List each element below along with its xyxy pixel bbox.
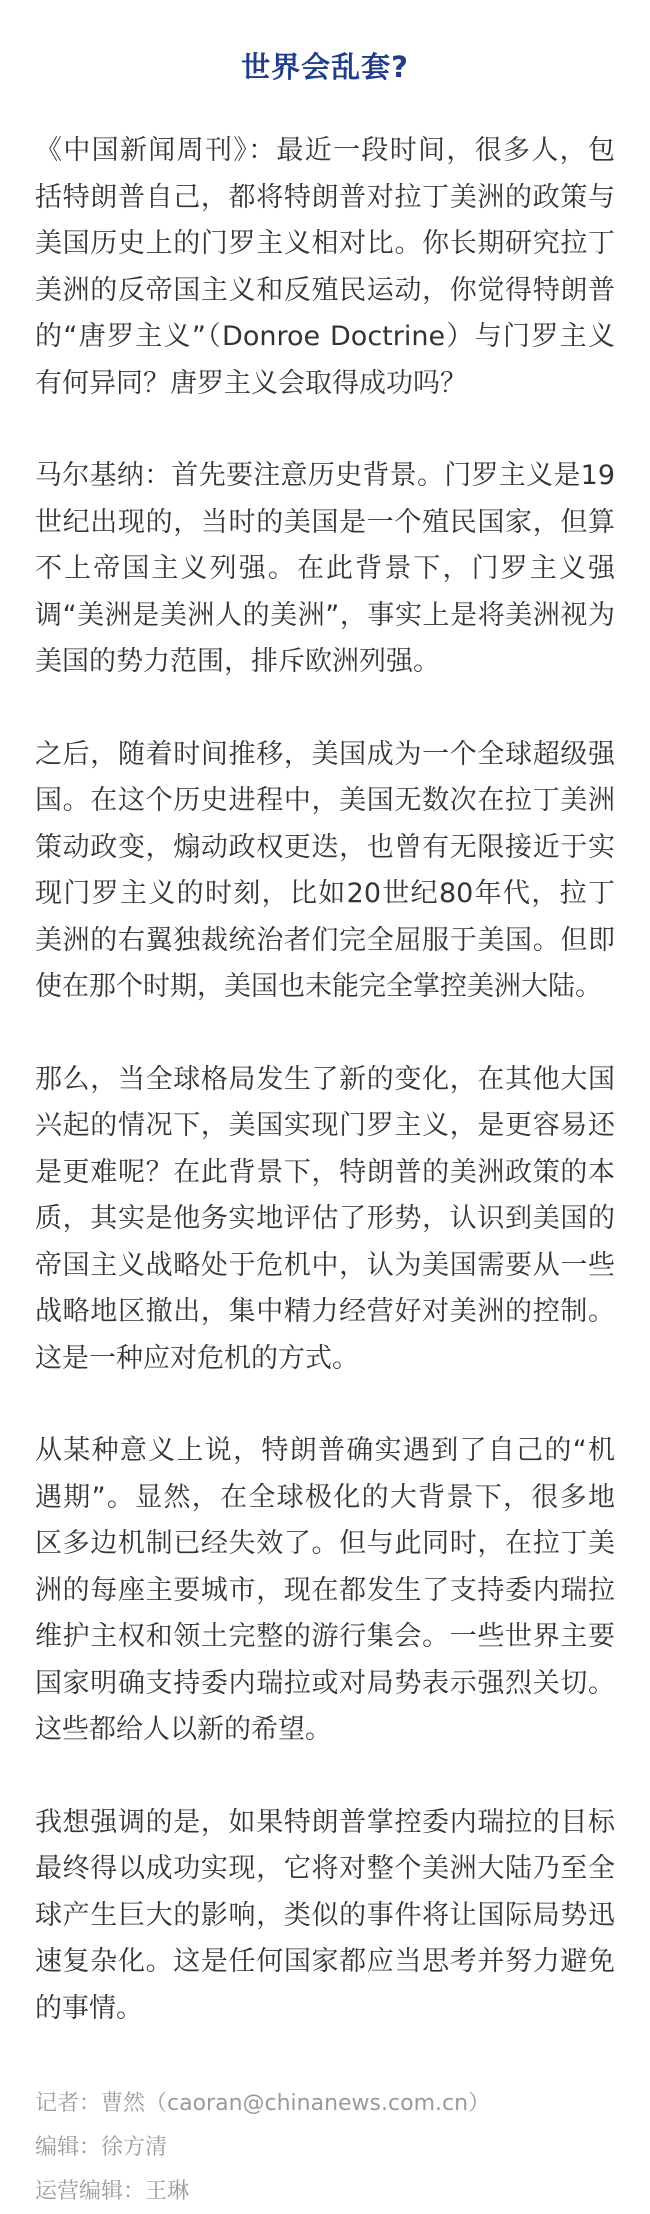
paragraph-6: 我想强调的是，如果特朗普掌控委内瑞拉的目标最终得以成功实现，它将对整个美洲大陆乃至全球产生巨大的影响，类似的事件将让国际局势迅速复杂化。这是任何国家都应当思考并努力避免的事情。	[35, 1806, 615, 2024]
paragraph-5: 从某种意义上说，特朗普确实遇到了自己的“机遇期”。显然，在全球极化的大背景下，很多地区多边机制已经失效了。但与此同时，在拉丁美洲的每座主要城市，现在都发生了支持委内瑞拉维护主权和领土完整的游行集会。一些世界主要国家明确支持委内瑞拉或对局势表示强烈关切。这些都给人以新的希望。	[35, 1435, 615, 1745]
ops-editor-credit: 运营编辑：王琳	[35, 2179, 190, 2204]
article-title: 世界会乱套?	[241, 50, 409, 84]
paragraph-2: 马尔基纳：首先要注意历史背景。门罗主义是19世纪出现的，当时的美国是一个殖民国家，但算不上帝国主义列强。在此背景下，门罗主义强调“美洲是美洲人的美洲”，事实上是将美洲视为美国的势力范围，排斥欧洲列强。	[35, 460, 615, 677]
paragraph-4: 那么，当全球格局发生了新的变化，在其他大国兴起的情况下，美国实现门罗主义，是更容易还是更难呢？在此背景下，特朗普的美洲政策的本质，其实是他务实地评估了形势，认识到美国的帝国主义战略处于危机中，认为美国需要从一些战略地区撤出，集中精力经营好对美洲的控制。这是一种应对危机的方式。	[35, 1063, 615, 1374]
paragraph-1: 《中国新闻周刊》：最近一段时间，很多人，包括特朗普自己，都将特朗普对拉丁美洲的政策与美国历史上的门罗主义相对比。你长期研究拉丁美洲的反帝国主义和反殖民运动，你觉得特朗普的“唐罗主义”（Donroe Doctrine）与门罗主义有何异同？唐罗主义会取得成功吗？	[35, 135, 615, 399]
reporter-credit: 记者：曹然（caoran@chinanews.com.cn）	[35, 2091, 491, 2116]
editor-credit: 编辑：徐方清	[35, 2135, 168, 2160]
credits	[35, 2082, 615, 2214]
paragraph-3: 之后，随着时间推移，美国成为一个全球超级强国。在这个历史进程中，美国无数次在拉丁美洲策动政变，煽动政权更迭，也曾有无限接近于实现门罗主义的时刻，比如20世纪80年代，拉丁美洲的右翼独裁统治者们完全屈服于美国。但即使在那个时期，美国也未能完全掌控美洲大陆。	[35, 738, 615, 1002]
